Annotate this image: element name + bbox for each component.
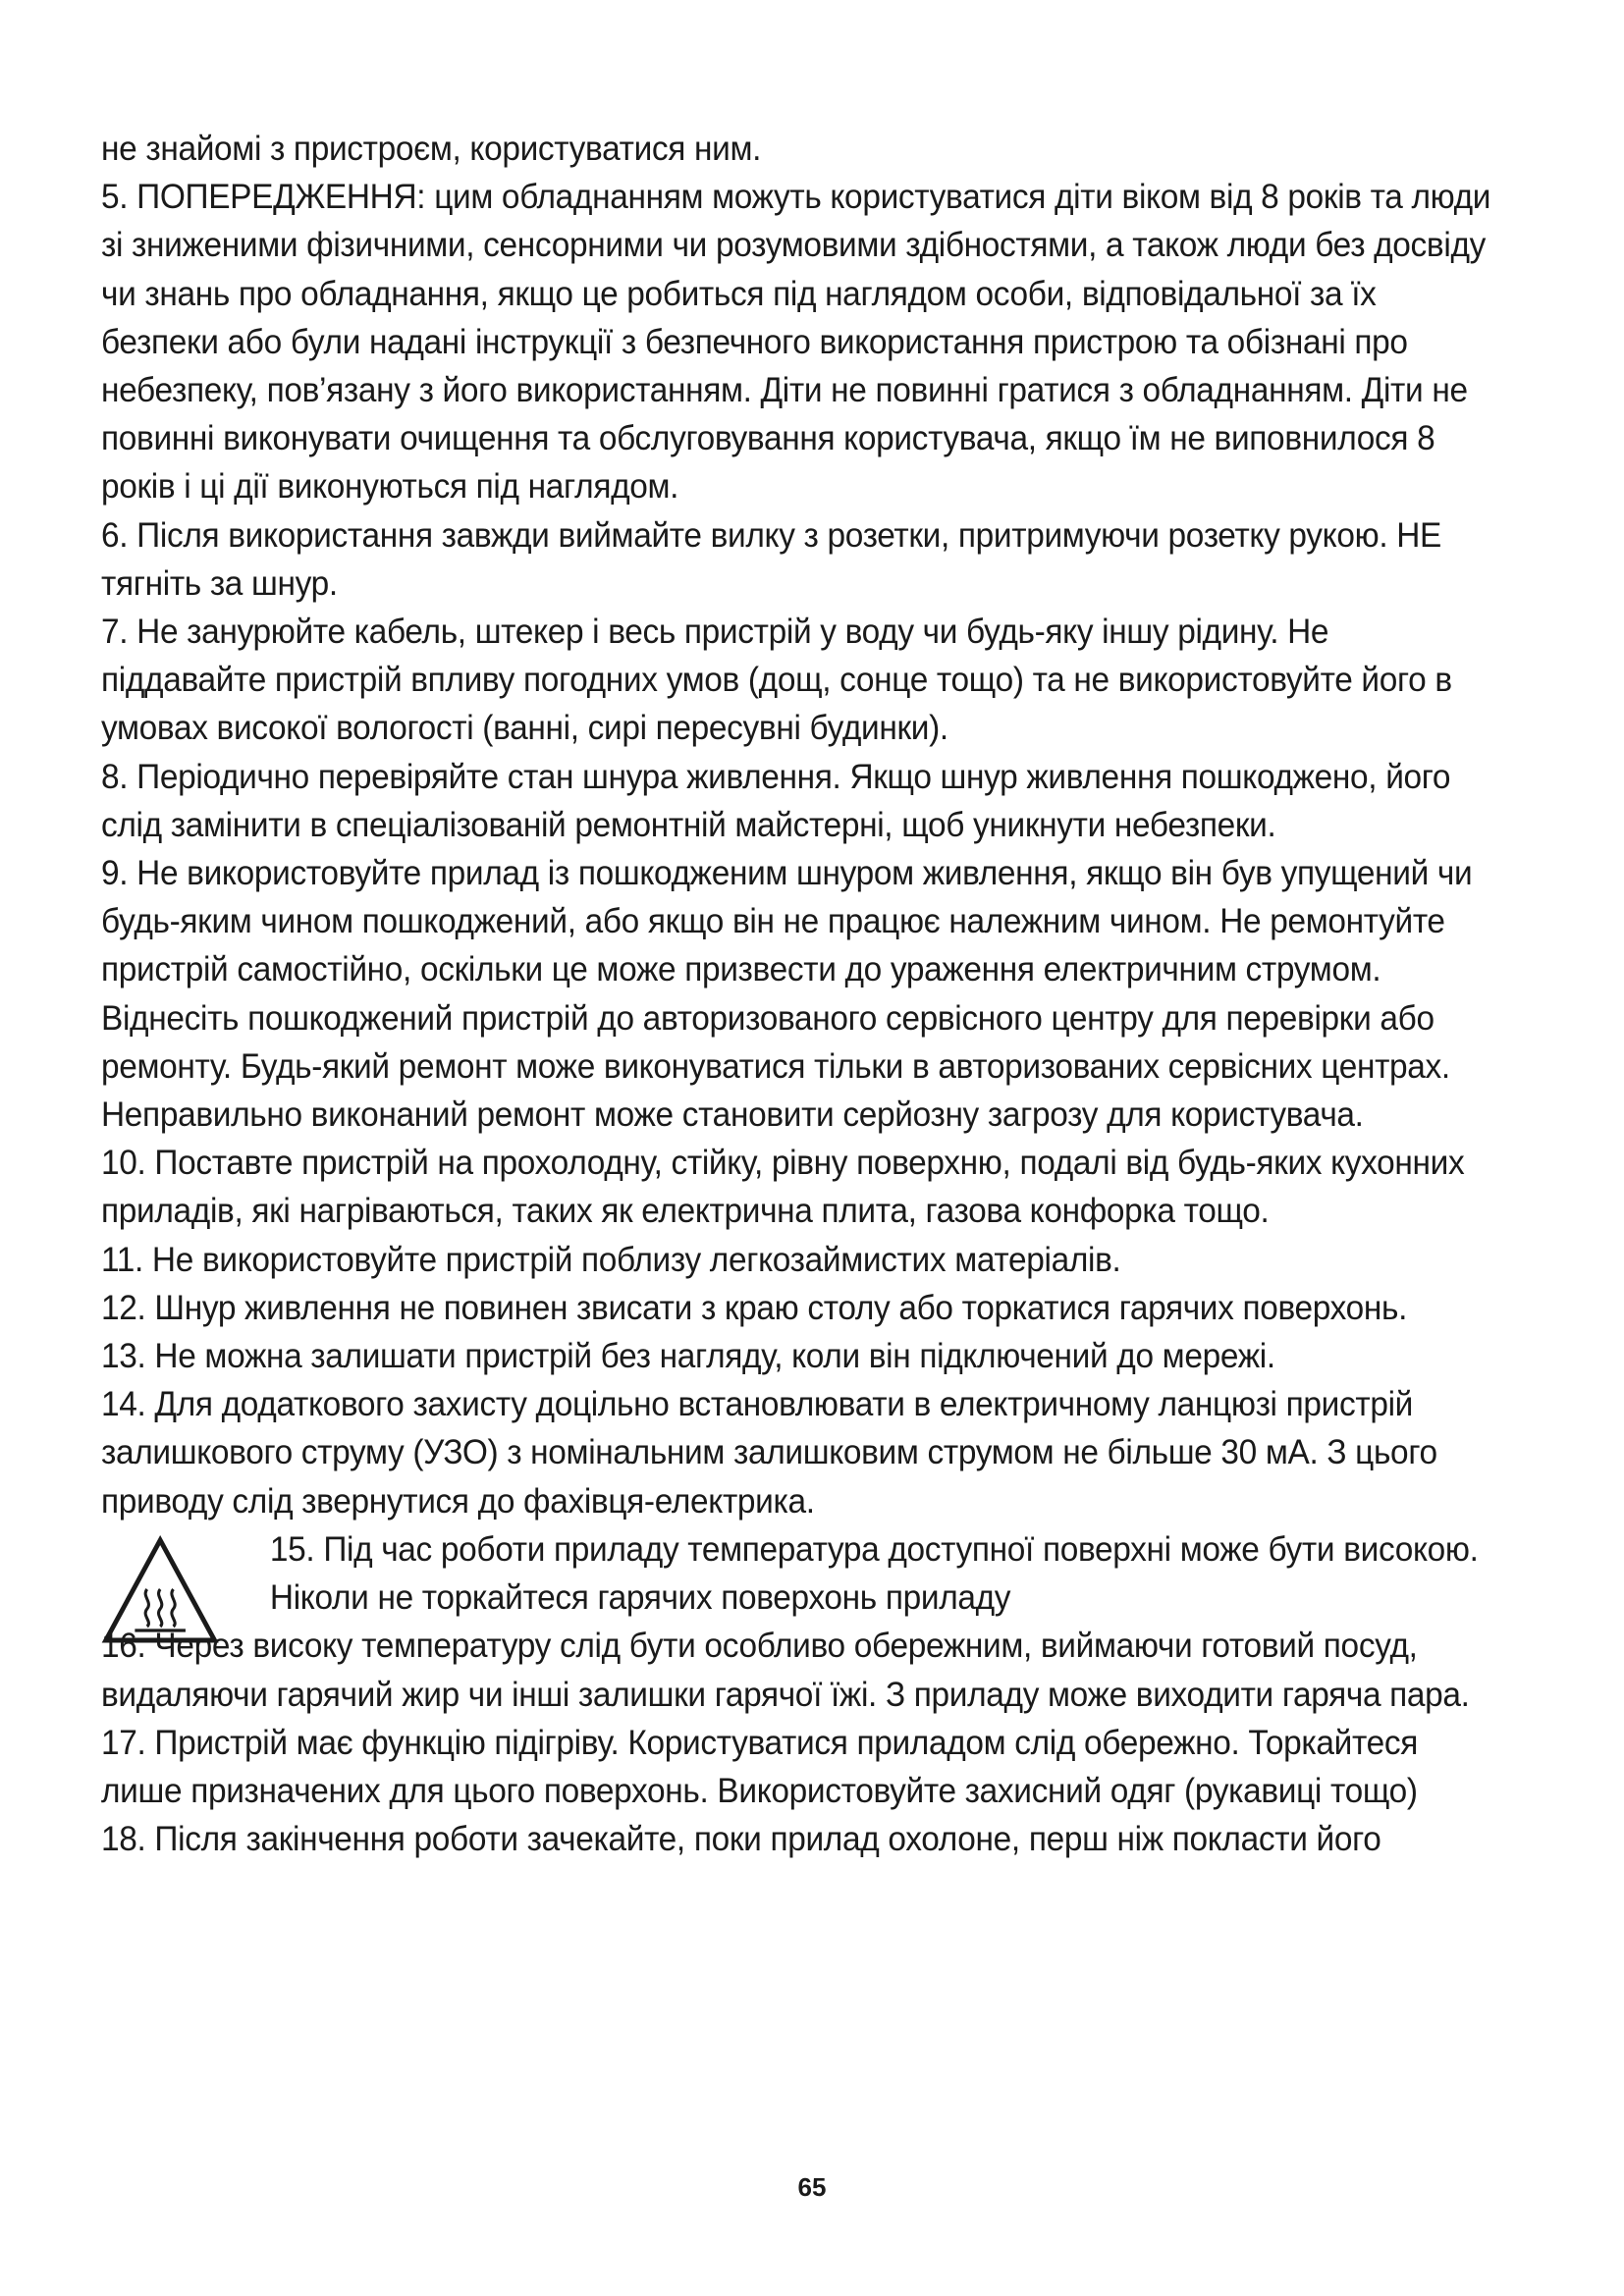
paragraph-item-10: 10. Поставте пристрій на прохолодну, стійку, рівну поверхню, подалі від будь-яких кухонних приладів, які нагріваються, таких як електрична плита, газова конфорка тощо. bbox=[101, 1144, 1465, 1231]
paragraph-continuation: не знайомі з пристроєм, користуватися ним. bbox=[101, 130, 762, 168]
page-number: 65 bbox=[797, 2172, 827, 2202]
paragraph-item-17: 17. Пристрій має функцію підігріву. Користуватися приладом слід обережно. Торкайтеся лише призначених для цього поверхонь. Використовуйте захисний одяг (рукавиці тощо) bbox=[101, 1723, 1418, 1810]
paragraph-item-13: 13. Не можна залишати пристрій без нагляду, коли він підключений до мережі. bbox=[101, 1337, 1275, 1376]
paragraph-item-18: 18. Після закінчення роботи зачекайте, поки прилад охолоне, перш ніж покласти його bbox=[101, 1820, 1381, 1859]
paragraph-item-9: 9. Не використовуйте прилад із пошкодженим шнуром живлення, якщо він був упущений чи будь-яким чином пошкоджений, або якщо він не працює належним чином. Не ремонтуйте пристрій самостійно, оскільки це може призвести до ураження електричним струмом. Віднесіть пошкоджений пристрій до авторизованого сервісного центру для перевірки або ремонту. Будь-який ремонт може виконуватися тільки в авторизованих сервісних центрах. Неправильно виконаний ремонт може становити серйозну загрозу для користувача. bbox=[101, 854, 1473, 1135]
paragraph-item-6: 6. Після використання завжди виймайте вилку з розетки, притримуючи розетку рукою. НЕ тягніть за шнур. bbox=[101, 515, 1442, 603]
paragraph-item-7: 7. Не занурюйте кабель, штекер і весь пристрій у воду чи будь-яку іншу рідину. Не піддавайте пристрій впливу погодних умов (дощ, сонце тощо) та не використовуйте його в умовах високої вологості (ванні, сирі пересувні будинки). bbox=[101, 613, 1452, 748]
paragraph-item-8: 8. Періодично перевіряйте стан шнура живлення. Якщо шнур живлення пошкоджено, його слід замінити в спеціалізованій ремонтній майстерні, щоб уникнути небезпеки. bbox=[101, 757, 1451, 844]
paragraph-item-12: 12. Шнур живлення не повинен звисати з краю столу або торкатися гарячих поверхонь. bbox=[101, 1288, 1408, 1327]
instructions-text bbox=[101, 125, 1498, 1863]
paragraph-item-14: 14. Для додаткового захисту доцільно встановлювати в електричному ланцюзі пристрій залишкового струму (УЗО) з номінальним залишковим струмом не більше 30 мА. З цього приводу слід звернутися до фахівця-електрика. bbox=[101, 1385, 1437, 1521]
paragraph-item-5: 5. ПОПЕРЕДЖЕННЯ: цим обладнанням можуть користуватися діти віком від 8 років та люди зі зниженими фізичними, сенсорними чи розумовими здібностями, а також люди без досвіду чи знань про обладнання, якщо це робиться під наглядом особи, відповідальної за їх безпеки або були надані інструкції з безпечного використання пристрою та обізнані про небезпеку, пов’язану з його використанням. Діти не повинні гратися з обладнанням. Діти не повинні виконувати очищення та обслуговування користувача, якщо їм не виповнилося 8 років і ці дії виконуються під наглядом. bbox=[101, 178, 1491, 507]
hot-surface-warning-icon bbox=[101, 1535, 219, 1645]
paragraph-item-11: 11. Не використовуйте пристрій поблизу легкозаймистих матеріалів. bbox=[101, 1240, 1121, 1279]
paragraph-item-15: 15. Під час роботи приладу температура доступної поверхні може бути високою. Ніколи не торкайтеся гарячих поверхонь приладу bbox=[269, 1529, 1479, 1618]
warning-row bbox=[101, 1525, 1498, 1622]
paragraph-item-16: 16. Через високу температуру слід бути особливо обережним, виймаючи готовий посуд, видаляючи гарячий жир чи інші залишки гарячої їжі. З приладу може виходити гаряча пара. bbox=[101, 1627, 1470, 1714]
